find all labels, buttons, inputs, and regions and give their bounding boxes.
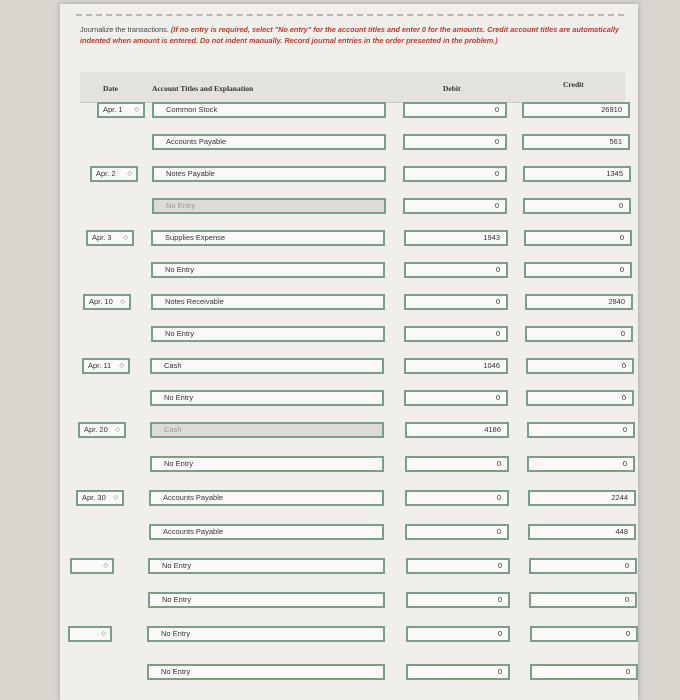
credit-input[interactable]: 2244 (528, 490, 636, 506)
credit-input[interactable]: 0 (529, 558, 637, 574)
credit-input[interactable]: 0 (526, 390, 634, 406)
account-title-input[interactable]: Notes Payable (152, 166, 386, 182)
table-row (60, 524, 638, 544)
debit-input[interactable]: 0 (405, 490, 509, 506)
account-title-input[interactable]: No Entry (150, 390, 384, 406)
debit-input[interactable]: 1046 (404, 358, 508, 374)
date-select[interactable] (86, 230, 134, 246)
account-title-input[interactable]: No Entry (150, 456, 384, 472)
debit-input[interactable]: 4186 (405, 422, 509, 438)
table-row (60, 134, 638, 154)
table-row (60, 390, 638, 410)
divider (76, 14, 624, 16)
table-row (60, 102, 638, 122)
date-value: Apr. 10 (89, 297, 113, 306)
chevron-updown-icon: ◇ (120, 299, 125, 305)
debit-input[interactable]: 0 (406, 558, 510, 574)
header-debit: Debit (443, 84, 461, 93)
credit-input[interactable]: 0 (523, 198, 631, 214)
account-title-input[interactable]: Accounts Payable (149, 490, 384, 506)
date-value: Apr. 11 (88, 361, 112, 370)
account-title-input[interactable]: Accounts Payable (152, 134, 386, 150)
credit-input[interactable]: 26910 (522, 102, 630, 118)
credit-input[interactable]: 0 (530, 664, 638, 680)
table-row (60, 358, 638, 378)
date-select[interactable] (83, 294, 131, 310)
chevron-updown-icon: ◇ (134, 107, 139, 113)
date-select[interactable] (90, 166, 138, 182)
date-value: Apr. 30 (82, 493, 106, 502)
credit-input[interactable]: 561 (522, 134, 630, 150)
debit-input[interactable]: 0 (406, 664, 510, 680)
chevron-updown-icon: ◇ (103, 563, 108, 569)
account-title-input[interactable]: Cash (150, 422, 384, 438)
table-row (60, 230, 638, 250)
account-title-input[interactable]: No Entry (151, 326, 385, 342)
debit-input[interactable]: 0 (404, 262, 508, 278)
chevron-updown-icon: ◇ (113, 495, 118, 501)
table-row (60, 262, 638, 282)
debit-input[interactable]: 0 (403, 166, 507, 182)
table-row (60, 422, 638, 442)
credit-input[interactable]: 0 (524, 262, 632, 278)
header-account: Account Titles and Explanation (152, 84, 254, 93)
account-title-input[interactable]: Supplies Expense (151, 230, 385, 246)
table-row (60, 198, 638, 218)
debit-input[interactable]: 0 (403, 102, 507, 118)
table-row (60, 592, 638, 612)
table-row (60, 626, 638, 646)
account-title-input[interactable]: No Entry (147, 664, 385, 680)
account-title-input[interactable]: Accounts Payable (149, 524, 384, 540)
instructions-emphasis: (If no entry is required, select "No entry" for the account titles and enter 0 for the amounts. Credit account titles are automatically indented when amount is entered. Do not indent manually. Record journal entries in the order presented in the problem.) (80, 25, 619, 45)
credit-input[interactable]: 0 (527, 456, 635, 472)
chevron-updown-icon: ◇ (127, 171, 132, 177)
date-select[interactable] (97, 102, 145, 118)
debit-input[interactable]: 0 (405, 456, 509, 472)
chevron-updown-icon: ◇ (101, 631, 106, 637)
credit-input[interactable]: 1345 (523, 166, 631, 182)
table-row (60, 166, 638, 186)
table-row (60, 456, 638, 476)
chevron-updown-icon: ◇ (123, 235, 128, 241)
header-date: Date (103, 84, 118, 93)
header-credit: Credit (563, 80, 584, 89)
debit-input[interactable]: 0 (404, 326, 508, 342)
credit-input[interactable]: 0 (526, 358, 634, 374)
account-title-input[interactable]: Common Stock (152, 102, 386, 118)
date-value: Apr. 1 (103, 105, 123, 114)
date-value: Apr. 3 (92, 233, 112, 242)
instructions-lead: Journalize the transactions. (80, 25, 169, 34)
debit-input[interactable]: 0 (403, 134, 507, 150)
instructions (80, 24, 625, 46)
debit-input[interactable]: 0 (404, 294, 508, 310)
account-title-input[interactable]: No Entry (147, 626, 385, 642)
date-value: Apr. 2 (96, 169, 116, 178)
debit-input[interactable]: 0 (405, 524, 509, 540)
credit-input[interactable]: 0 (530, 626, 638, 642)
chevron-updown-icon: ◇ (115, 427, 120, 433)
date-value: Apr. 20 (84, 425, 108, 434)
credit-input[interactable]: 448 (528, 524, 636, 540)
table-row (60, 326, 638, 346)
date-select[interactable] (70, 558, 114, 574)
chevron-updown-icon: ◇ (119, 363, 124, 369)
debit-input[interactable]: 0 (406, 626, 510, 642)
account-title-input[interactable]: No Entry (152, 198, 386, 214)
debit-input[interactable]: 0 (403, 198, 507, 214)
credit-input[interactable]: 0 (529, 592, 637, 608)
table-header (80, 72, 625, 103)
table-row (60, 664, 638, 684)
account-title-input[interactable]: No Entry (148, 558, 385, 574)
credit-input[interactable]: 0 (524, 230, 632, 246)
table-row (60, 558, 638, 578)
debit-input[interactable]: 1943 (404, 230, 508, 246)
debit-input[interactable]: 0 (404, 390, 508, 406)
date-select[interactable] (76, 490, 124, 506)
account-title-input[interactable]: No Entry (151, 262, 385, 278)
credit-input[interactable]: 0 (527, 422, 635, 438)
account-title-input[interactable]: Cash (150, 358, 384, 374)
date-select[interactable] (78, 422, 126, 438)
journal-sheet (60, 4, 638, 700)
table-row (60, 294, 638, 314)
credit-input[interactable]: 2840 (525, 294, 633, 310)
date-select[interactable] (68, 626, 112, 642)
account-title-input[interactable]: Notes Receivable (151, 294, 385, 310)
table-row (60, 490, 638, 510)
account-title-input[interactable]: No Entry (148, 592, 385, 608)
date-select[interactable] (82, 358, 130, 374)
credit-input[interactable]: 0 (525, 326, 633, 342)
debit-input[interactable]: 0 (406, 592, 510, 608)
